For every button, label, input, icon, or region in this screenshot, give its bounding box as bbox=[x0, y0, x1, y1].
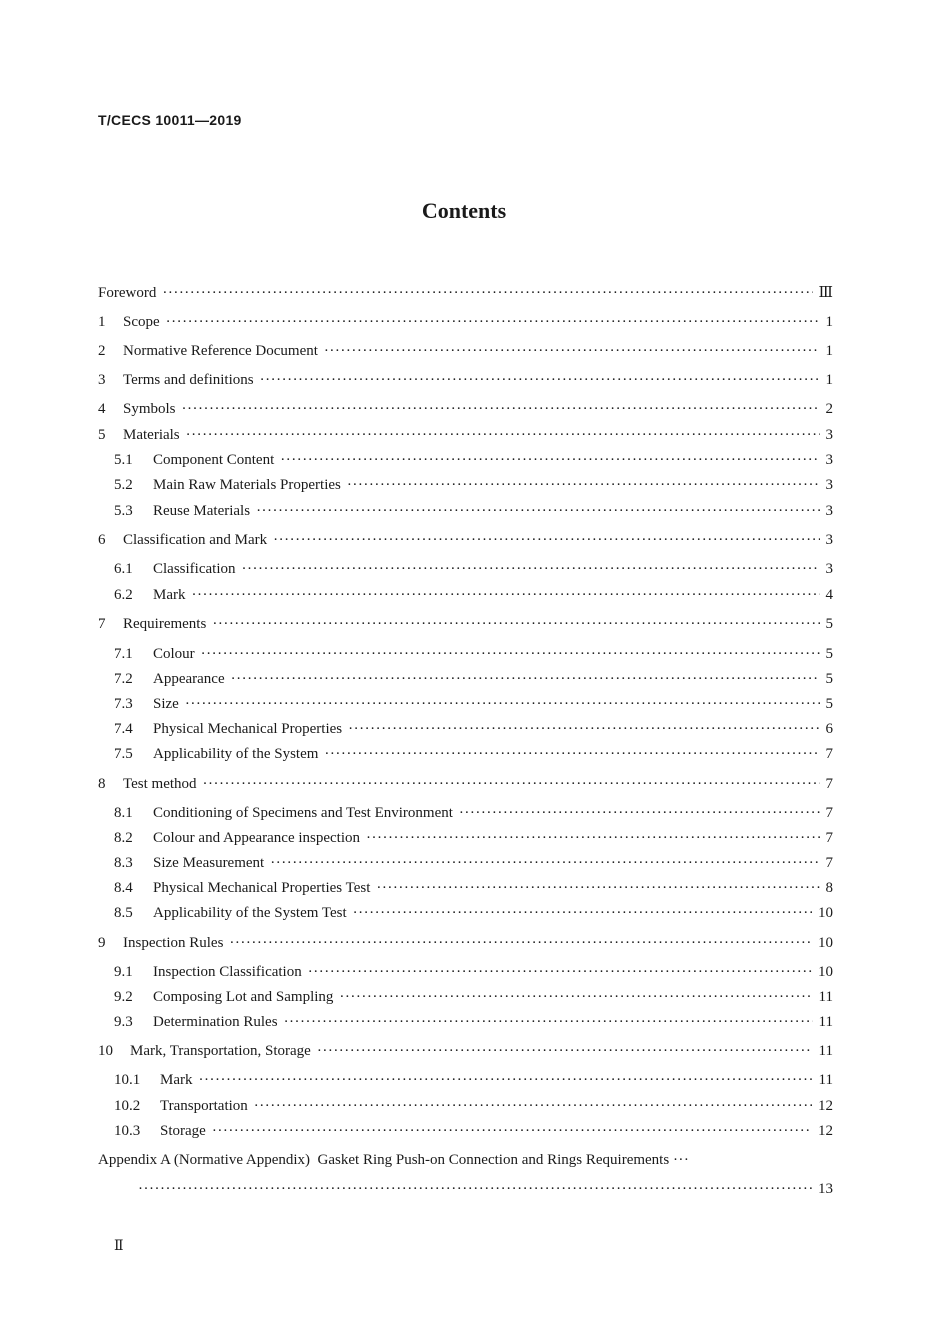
document-code: T/CECS 10011—2019 bbox=[98, 112, 242, 128]
toc-page: 12 bbox=[818, 1098, 833, 1114]
toc-label: Storage bbox=[160, 1123, 206, 1139]
leader-dots bbox=[212, 613, 819, 635]
toc-label: Reuse Materials bbox=[153, 503, 251, 519]
toc-page: 11 bbox=[818, 1014, 833, 1030]
leader-dots bbox=[231, 668, 820, 690]
toc-label: Appearance bbox=[153, 671, 225, 687]
toc-number: 8.1 bbox=[114, 805, 133, 821]
toc-number: 5.1 bbox=[114, 452, 133, 468]
leader-dots bbox=[186, 424, 820, 446]
leader-dots bbox=[185, 693, 820, 715]
toc-label: Scope bbox=[123, 314, 160, 330]
toc-page: 3 bbox=[825, 427, 833, 443]
leader-dots bbox=[270, 852, 819, 874]
toc-entry[interactable] bbox=[114, 852, 833, 874]
toc-entry[interactable] bbox=[114, 961, 833, 983]
toc-label: Physical Mechanical Properties Test bbox=[153, 880, 371, 896]
toc-number: 8.4 bbox=[114, 880, 133, 896]
toc-number: 10.2 bbox=[114, 1098, 141, 1114]
toc-number: 7.1 bbox=[114, 646, 133, 662]
toc-entry[interactable] bbox=[114, 986, 833, 1008]
toc-number: 9.2 bbox=[114, 989, 133, 1005]
toc-entry[interactable] bbox=[114, 1120, 833, 1142]
toc-number: 9.1 bbox=[114, 964, 133, 980]
leader-dots bbox=[212, 1120, 812, 1142]
toc-number: 6.2 bbox=[114, 587, 133, 603]
toc-label: Main Raw Materials Properties bbox=[153, 477, 341, 493]
toc-number: 7.5 bbox=[114, 746, 133, 762]
toc-number: 8.3 bbox=[114, 855, 133, 871]
toc-entry[interactable] bbox=[114, 558, 833, 580]
leader-dots bbox=[347, 474, 820, 496]
toc-page: 3 bbox=[825, 561, 833, 577]
toc-label: Inspection Rules bbox=[123, 935, 224, 951]
leader-dots bbox=[284, 1011, 813, 1033]
toc-number: 9 bbox=[98, 935, 106, 951]
toc-page: 7 bbox=[825, 830, 833, 846]
toc-label: Mark, Transportation, Storage bbox=[130, 1043, 311, 1059]
toc-page: 1 bbox=[825, 372, 833, 388]
leader-dots bbox=[192, 584, 820, 606]
toc-number: 4 bbox=[98, 401, 106, 417]
toc-entry[interactable] bbox=[114, 1069, 833, 1091]
toc-page: 1 bbox=[825, 343, 833, 359]
toc-page: 3 bbox=[825, 503, 833, 519]
toc-page: 3 bbox=[825, 477, 833, 493]
toc-entry[interactable] bbox=[114, 827, 833, 849]
leader-dots bbox=[324, 340, 820, 362]
toc-entry[interactable] bbox=[98, 369, 833, 391]
toc-number: 7.3 bbox=[114, 696, 133, 712]
toc-entry-appendix-continued[interactable] bbox=[138, 1178, 833, 1200]
toc-entry[interactable] bbox=[98, 282, 833, 304]
leader-dots bbox=[459, 802, 820, 824]
toc-page: 11 bbox=[818, 1072, 833, 1088]
leader-dots bbox=[324, 743, 819, 765]
leader-dots bbox=[201, 643, 820, 665]
toc-label: Normative Reference Document bbox=[123, 343, 318, 359]
toc-page: 3 bbox=[825, 452, 833, 468]
toc-entry[interactable] bbox=[98, 932, 833, 954]
toc-number: 3 bbox=[98, 372, 106, 388]
toc-label: Classification bbox=[153, 561, 236, 577]
toc-page: 5 bbox=[825, 696, 833, 712]
toc-entry[interactable] bbox=[98, 1040, 833, 1062]
leader-dots bbox=[366, 827, 819, 849]
toc-entry[interactable] bbox=[114, 1011, 833, 1033]
leader-dots bbox=[242, 558, 820, 580]
toc-page: 5 bbox=[825, 671, 833, 687]
toc-number: 5 bbox=[98, 427, 106, 443]
toc-entry[interactable] bbox=[98, 398, 833, 420]
toc-page: 11 bbox=[818, 1043, 833, 1059]
page-number: Ⅱ bbox=[114, 1239, 124, 1254]
toc-number: 8.2 bbox=[114, 830, 133, 846]
toc-page: 1 bbox=[825, 314, 833, 330]
toc-number: 6.1 bbox=[114, 561, 133, 577]
toc-page: 7 bbox=[825, 746, 833, 762]
toc-entry[interactable] bbox=[114, 449, 833, 471]
toc-label: Terms and definitions bbox=[123, 372, 254, 388]
toc-label: Materials bbox=[123, 427, 180, 443]
leader-dots bbox=[182, 398, 820, 420]
toc-page: 2 bbox=[825, 401, 833, 417]
toc-label: Size bbox=[153, 696, 179, 712]
toc-label: Applicability of the System Test bbox=[153, 905, 347, 921]
leader-dots bbox=[166, 311, 820, 333]
toc-page: 6 bbox=[825, 721, 833, 737]
toc-page: 7 bbox=[825, 805, 833, 821]
toc-label: Symbols bbox=[123, 401, 176, 417]
toc-number: 7 bbox=[98, 616, 106, 632]
leader-dots bbox=[308, 961, 812, 983]
toc-entry[interactable] bbox=[114, 584, 833, 606]
leader-dots: ··· bbox=[672, 1152, 690, 1168]
toc-label: Test method bbox=[123, 776, 197, 792]
toc-entry[interactable] bbox=[114, 743, 833, 765]
toc-number: 1 bbox=[98, 314, 106, 330]
toc-number: 7.4 bbox=[114, 721, 133, 737]
toc-number: 5.2 bbox=[114, 477, 133, 493]
leader-dots bbox=[273, 529, 819, 551]
toc-number: 8 bbox=[98, 776, 106, 792]
toc-label: Component Content bbox=[153, 452, 275, 468]
leader-dots bbox=[229, 932, 812, 954]
toc-page: 3 bbox=[825, 532, 833, 548]
toc-page: Ⅲ bbox=[818, 285, 833, 301]
toc-entry[interactable] bbox=[98, 424, 833, 446]
toc-label: Classification and Mark bbox=[123, 532, 268, 548]
toc-label: Determination Rules bbox=[153, 1014, 278, 1030]
toc-entry[interactable] bbox=[114, 668, 833, 690]
leader-dots bbox=[162, 282, 812, 304]
toc-page: 7 bbox=[825, 855, 833, 871]
leader-dots bbox=[280, 449, 819, 471]
leader-dots bbox=[256, 500, 819, 522]
toc-entry[interactable] bbox=[114, 1095, 833, 1117]
toc-page: 13 bbox=[818, 1181, 833, 1197]
toc-number: 10.1 bbox=[114, 1072, 141, 1088]
toc-entry[interactable] bbox=[98, 340, 833, 362]
toc-label: Composing Lot and Sampling bbox=[153, 989, 334, 1005]
toc-page: 11 bbox=[818, 989, 833, 1005]
toc-number: 5.3 bbox=[114, 503, 133, 519]
toc-label: Mark bbox=[153, 587, 186, 603]
toc-entry[interactable] bbox=[114, 802, 833, 824]
toc-page: 5 bbox=[825, 616, 833, 632]
toc-number: 2 bbox=[98, 343, 106, 359]
toc-page: 10 bbox=[818, 964, 833, 980]
toc-label: Conditioning of Specimens and Test Environment bbox=[153, 805, 453, 821]
toc-entry[interactable] bbox=[114, 474, 833, 496]
leader-dots bbox=[199, 1069, 813, 1091]
toc-page: 4 bbox=[825, 587, 833, 603]
toc-entry[interactable] bbox=[98, 529, 833, 551]
toc-page: 10 bbox=[818, 935, 833, 951]
toc-entry-appendix[interactable] bbox=[98, 1149, 689, 1171]
leader-dots bbox=[376, 877, 819, 899]
toc-label: Colour and Appearance inspection bbox=[153, 830, 361, 846]
toc-entry[interactable] bbox=[114, 643, 833, 665]
toc-entry[interactable] bbox=[98, 311, 833, 333]
toc-page: 8 bbox=[825, 880, 833, 896]
leader-dots bbox=[353, 902, 812, 924]
leader-dots bbox=[260, 369, 820, 391]
appendix-label: Appendix A (Normative Appendix) Gasket Ring Push-on Connection and Rings Requirements bbox=[98, 1152, 670, 1168]
leader-dots bbox=[339, 986, 812, 1008]
toc-label: Inspection Classification bbox=[153, 964, 302, 980]
page-title: Contents bbox=[421, 198, 507, 223]
toc-number: 9.3 bbox=[114, 1014, 133, 1030]
toc-label: Physical Mechanical Properties bbox=[153, 721, 343, 737]
leader-dots bbox=[138, 1178, 812, 1200]
leader-dots bbox=[348, 718, 819, 740]
toc-number: 7.2 bbox=[114, 671, 133, 687]
toc-label: Foreword bbox=[98, 285, 157, 301]
toc-number: 6 bbox=[98, 532, 106, 548]
leader-dots bbox=[317, 1040, 813, 1062]
toc-label: Mark bbox=[160, 1072, 193, 1088]
toc-entry[interactable] bbox=[114, 500, 833, 522]
toc-page: 10 bbox=[818, 905, 833, 921]
toc-entry[interactable] bbox=[114, 718, 833, 740]
leader-dots bbox=[203, 773, 820, 795]
leader-dots bbox=[254, 1095, 812, 1117]
toc-page: 5 bbox=[825, 646, 833, 662]
toc-number: 10.3 bbox=[114, 1123, 141, 1139]
toc-page: 12 bbox=[818, 1123, 833, 1139]
toc-label: Transportation bbox=[160, 1098, 248, 1114]
toc-number: 10 bbox=[98, 1043, 113, 1059]
toc-label: Size Measurement bbox=[153, 855, 265, 871]
toc-entry[interactable] bbox=[98, 613, 833, 635]
toc-entry[interactable] bbox=[114, 902, 833, 924]
toc-number: 8.5 bbox=[114, 905, 133, 921]
toc-label: Colour bbox=[153, 646, 195, 662]
toc-label: Requirements bbox=[123, 616, 207, 632]
toc-entry[interactable] bbox=[98, 773, 833, 795]
toc-label: Applicability of the System bbox=[153, 746, 319, 762]
toc-entry[interactable] bbox=[114, 693, 833, 715]
toc-page: 7 bbox=[825, 776, 833, 792]
toc-entry[interactable] bbox=[114, 877, 833, 899]
